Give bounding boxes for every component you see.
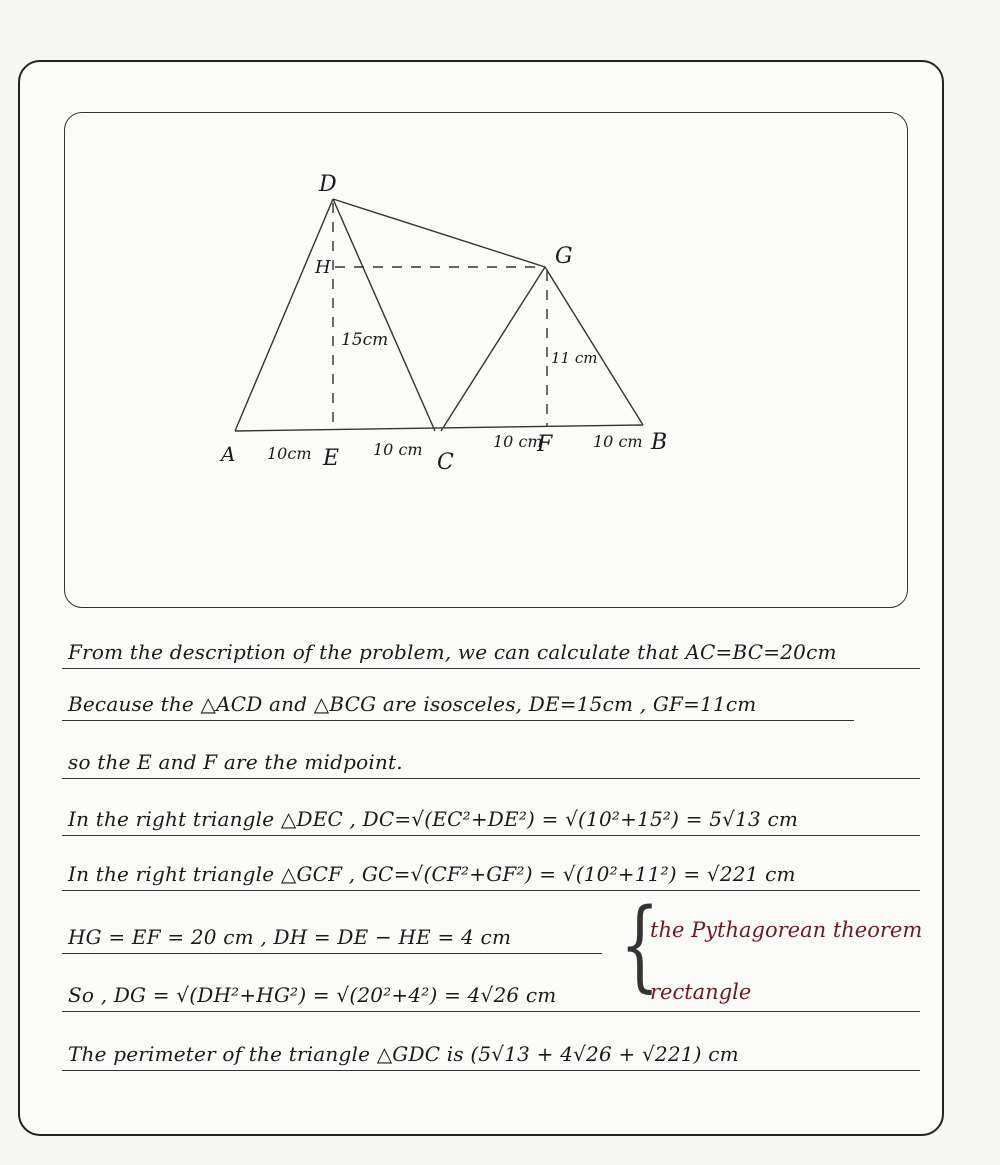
- solution-text: so the E and F are the midpoint.: [68, 750, 403, 774]
- segment-gb: [545, 267, 643, 425]
- solution-line-8: [62, 1030, 920, 1071]
- label-d: D: [319, 172, 337, 197]
- figure-frame: [64, 112, 908, 608]
- segment-dc: [333, 199, 435, 431]
- solution-text: The perimeter of the triangle △GDC is (5√13 + 4√26 + √221) cm: [68, 1042, 739, 1066]
- measure-gf: 11 cm: [551, 349, 598, 367]
- solution-line-5: [62, 850, 920, 891]
- solution-line-6: [62, 913, 602, 954]
- label-b: B: [651, 430, 668, 455]
- solution-line-7: [62, 971, 920, 1012]
- solution-text: In the right triangle △DEC , DC=√(EC²+DE²) = √(10²+15²) = 5√13 cm: [68, 807, 799, 831]
- solution-text: From the description of the problem, we can calculate that AC=BC=20cm: [68, 640, 837, 664]
- note-pythagorean: the Pythagorean theorem: [650, 918, 923, 942]
- measure-cf: 10 cm: [493, 432, 543, 451]
- solution-text: HG = EF = 20 cm , DH = DE − HE = 4 cm: [68, 925, 512, 949]
- geometry-figure: [65, 113, 907, 607]
- solution-line-4: [62, 795, 920, 836]
- solution-line-3: [62, 738, 920, 779]
- label-e: E: [323, 446, 340, 471]
- label-a: A: [221, 442, 236, 466]
- solution-line-2: [62, 680, 854, 721]
- label-h: H: [315, 257, 331, 278]
- brace-icon: {: [620, 886, 660, 1003]
- note-rectangle: rectangle: [650, 980, 752, 1004]
- measure-fb: 10 cm: [593, 432, 643, 451]
- solution-text: In the right triangle △GCF , GC=√(CF²+GF²) = √(10²+11²) = √221 cm: [68, 862, 796, 886]
- solution-text: Because the △ACD and △BCG are isosceles, DE=15cm , GF=11cm: [68, 692, 757, 716]
- segment-ad: [235, 199, 333, 431]
- measure-ec: 10 cm: [373, 440, 423, 459]
- measure-ae: 10cm: [267, 444, 312, 463]
- label-f: F: [537, 432, 553, 457]
- measure-de: 15cm: [341, 330, 389, 350]
- segment-ab: [235, 425, 643, 431]
- segment-dg: [333, 199, 545, 267]
- label-g: G: [555, 244, 573, 269]
- solution-line-1: [62, 628, 920, 669]
- label-c: C: [437, 450, 454, 475]
- solution-text: So , DG = √(DH²+HG²) = √(20²+4²) = 4√26 cm: [68, 983, 557, 1007]
- segment-cg: [441, 267, 545, 431]
